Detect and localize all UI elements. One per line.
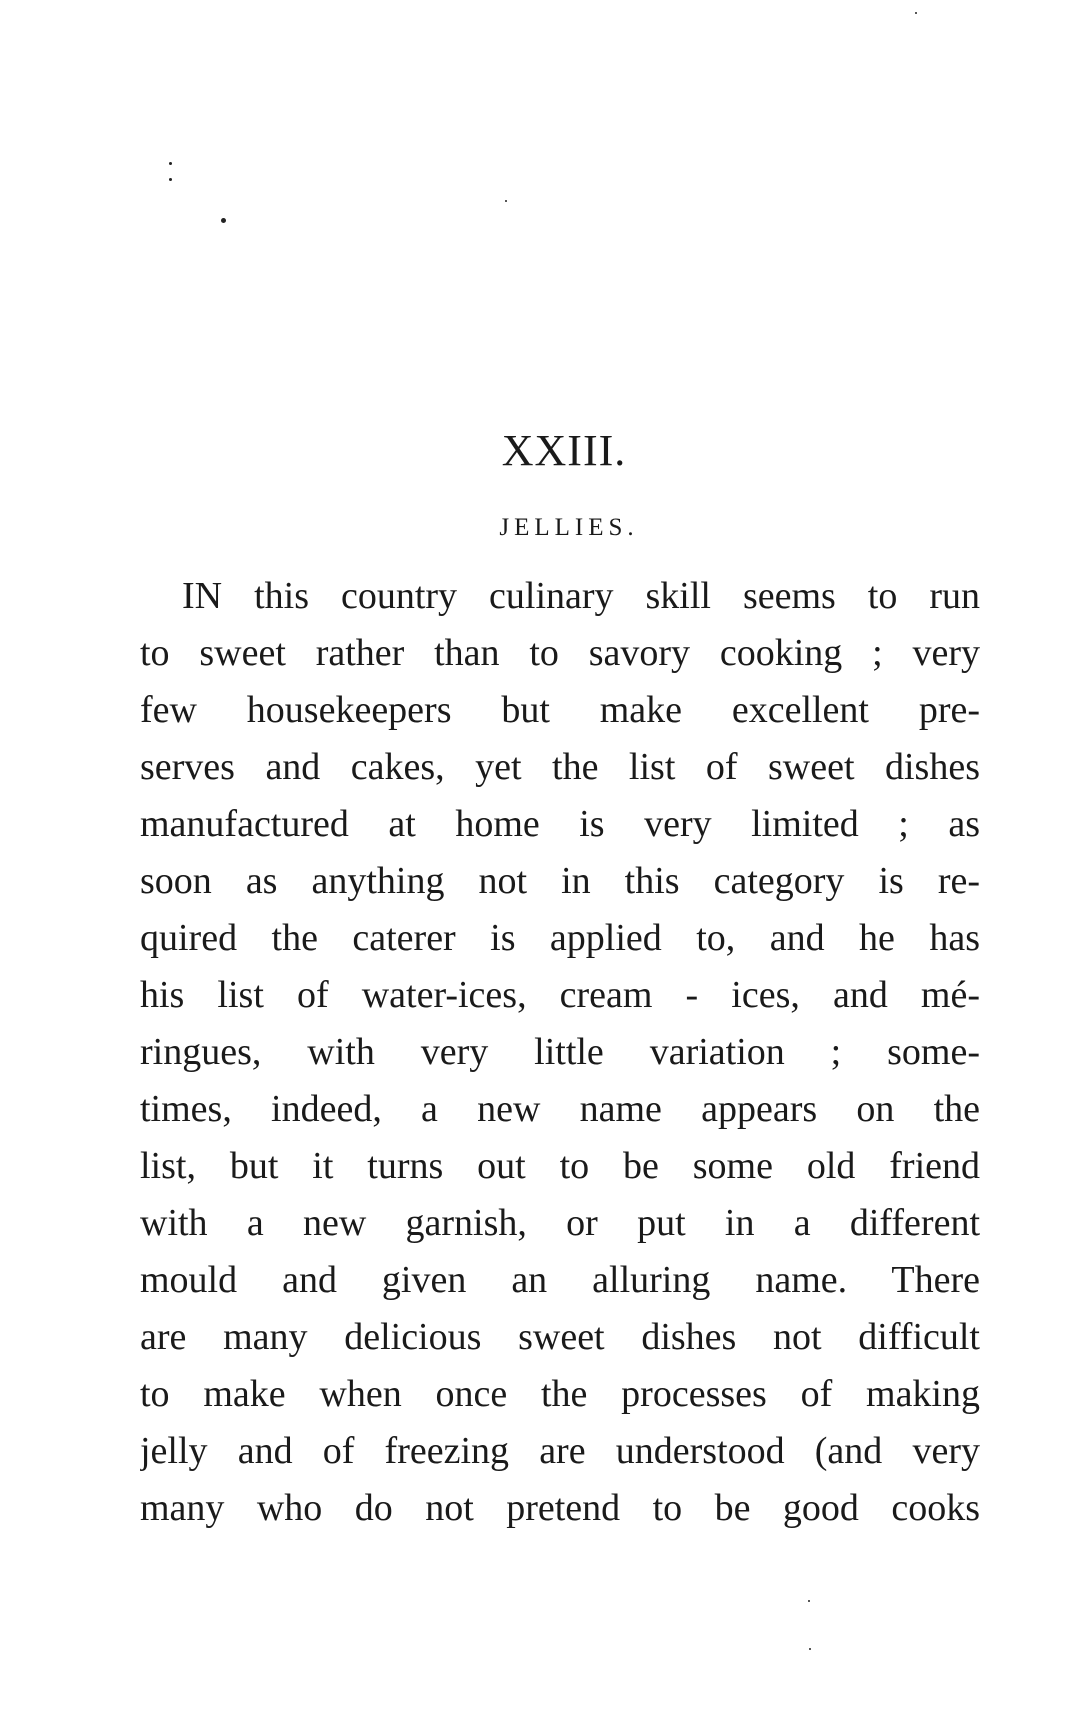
text-line: jelly and of freezing are understood (and very (140, 1430, 980, 1472)
text-line: few housekeepers but make excellent pre- (140, 689, 980, 731)
scan-speck (915, 12, 917, 14)
text-line: to make when once the processes of making (140, 1373, 980, 1415)
text-line: mould and given an alluring name. There (140, 1259, 980, 1301)
chapter-title: JELLIES. (499, 514, 639, 541)
text-line: manufactured at home is very limited ; as (140, 803, 980, 845)
chapter-number: XXIII. (501, 426, 627, 475)
text-line: are many delicious sweet dishes not difficult (140, 1316, 980, 1358)
scan-speck (169, 162, 172, 165)
text-line: serves and cakes, yet the list of sweet dishes (140, 746, 980, 788)
text-line: his list of water-ices, cream - ices, and mé- (140, 974, 980, 1016)
scan-speck (808, 1600, 810, 1602)
text-line: list, but it turns out to be some old friend (140, 1145, 980, 1187)
text-line: quired the caterer is applied to, and he has (140, 917, 980, 959)
body-text (140, 568, 980, 1537)
scan-speck (809, 1648, 811, 1650)
text-line: times, indeed, a new name appears on the (140, 1088, 980, 1130)
text-line: ringues, with very little variation ; some- (140, 1031, 980, 1073)
text-line: to sweet rather than to savory cooking ; very (140, 632, 980, 674)
scan-speck (505, 200, 507, 202)
text-line: soon as anything not in this category is re- (140, 860, 980, 902)
scan-speck (221, 218, 226, 223)
text-line: IN this country culinary skill seems to run (182, 575, 980, 617)
scan-speck (169, 178, 172, 181)
text-line: many who do not pretend to be good cooks (140, 1487, 980, 1529)
text-line: with a new garnish, or put in a different (140, 1202, 980, 1244)
